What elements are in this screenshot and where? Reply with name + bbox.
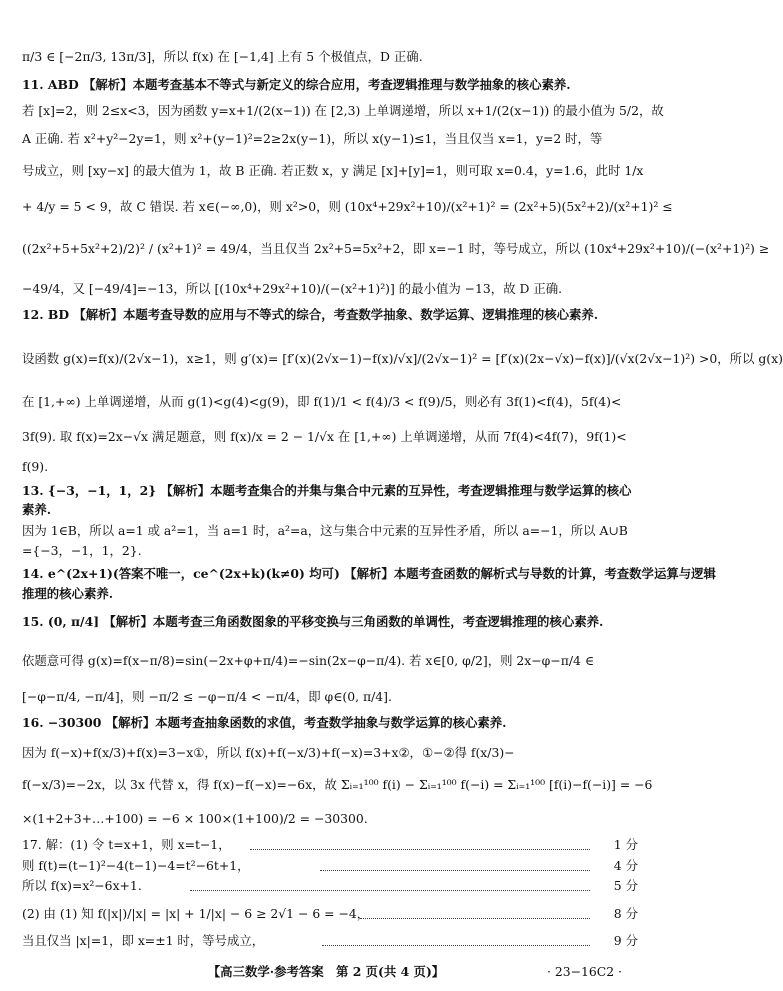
q14-header: 14. e^(2x+1)(答案不唯一，ce^(2x+k)(k≠0) 均可) 【解析】本题考查函数的解析式与导数的计算，考查数学运算与逻辑 bbox=[22, 566, 716, 581]
q17-score-3: 5 分 bbox=[613, 878, 638, 893]
footer-title: 【高三数学·参考答案 第 2 页(共 4 页)】 bbox=[207, 964, 445, 979]
q11-line-3: 号成立，则 [xy−x] 的最大值为 1，故 B 正确. 若正数 x，y 满足 [x]+[y]=1，则可取 x=0.4，y=1.6，此时 1/x bbox=[22, 163, 644, 178]
page-footer bbox=[0, 962, 652, 982]
q17-line-3: 所以 f(x)=x²−6x+1. bbox=[22, 878, 142, 893]
q17-score-4: 8 分 bbox=[613, 906, 638, 921]
q12-line-3: 3f(9). 取 f(x)=2x−√x 满足题意，则 f(x)/x = 2 − 1/√x 在 [1,+∞) 上单调递增，从而 7f(4)<4f(7)，9f(1)< bbox=[22, 429, 627, 444]
q13-header: 13. {−3，−1，1，2} 【解析】本题考查集合的并集与集合中元素的互异性，考查逻辑推理与数学运算的核心 bbox=[22, 483, 632, 498]
q16-line-2: f(−x/3)=−2x，以 3x 代替 x，得 f(x)−f(−x)=−6x，故 Σᵢ₌₁¹⁰⁰ f(i) − Σᵢ₌₁¹⁰⁰ f(−i) = Σᵢ₌₁¹⁰⁰ [f(i)−f(−i)] = −6 bbox=[22, 777, 653, 792]
q11-line-6: −49/4，又 [−49/4]=−13，所以 [(10x⁴+29x²+10)/(−(x²+1)²)] 的最小值为 −13，故 D 正确. bbox=[22, 281, 563, 296]
q13-line-1: 因为 1∈B，所以 a=1 或 a²=1，当 a=1 时，a²=a，这与集合中元素的互异性矛盾，所以 a=−1，所以 A∪B bbox=[22, 523, 628, 538]
q17-line-2: 则 f(t)=(t−1)²−4(t−1)−4=t²−6t+1， bbox=[22, 858, 250, 873]
score-leader bbox=[360, 918, 590, 919]
q16-header: 16. −30300 【解析】本题考查抽象函数的求值，考查数学抽象与数学运算的核心素养. bbox=[22, 715, 507, 730]
q17-score-5: 9 分 bbox=[613, 933, 638, 948]
q11-line-1: 若 [x]=2，则 2≤x<3，因为函数 y=x+1/(2(x−1)) 在 [2,3) 上单调递增，所以 x+1/(2(x−1)) 的最小值为 5/2，故 bbox=[22, 103, 664, 118]
q11-line-4: + 4/y = 5 < 9，故 C 错误. 若 x∈(−∞,0)，则 x²>0，则 (10x⁴+29x²+10)/(x²+1)² = (2x²+5)(5x²+2)/(x²+1)² ≤ bbox=[22, 199, 673, 214]
q13-header-cont: 素养. bbox=[22, 502, 52, 517]
q17-line-4: (2) 由 (1) 知 f(|x|)/|x| = |x| + 1/|x| − 6 ≥ 2√1 − 6 = −4， bbox=[22, 906, 370, 921]
q14-header-cont: 推理的核心素养. bbox=[22, 586, 114, 601]
q12-line-2: 在 [1,+∞) 上单调递增，从而 g(1)<g(4)<g(9)，即 f(1)/1 < f(4)/3 < f(9)/5，则必有 3f(1)<f(4)，5f(4)< bbox=[22, 394, 622, 409]
score-leader bbox=[190, 890, 590, 891]
q16-line-3: ×(1+2+3+…+100) = −6 × 100×(1+100)/2 = −30300. bbox=[22, 811, 368, 826]
score-leader bbox=[322, 945, 590, 946]
q15-line-2: [−φ−π/4, −π/4]，则 −π/2 ≤ −φ−π/4 < −π/4，即 φ∈(0, π/4]. bbox=[22, 689, 392, 704]
q12-line-1: 设函数 g(x)=f(x)/(2√x−1)，x≥1，则 g′(x)= [f′(x)(2√x−1)−f(x)/√x]/(2√x−1)² = [f′(x)(2x−√x)−f(x)]/(√x(2√x−1)²) >0，所以 g(x) bbox=[22, 351, 783, 366]
q17-score-2: 4 分 bbox=[613, 858, 638, 873]
q15-header: 15. (0, π/4] 【解析】本题考查三角函数图象的平移变换与三角函数的单调性，考查逻辑推理的核心素养. bbox=[22, 614, 604, 629]
score-leader bbox=[250, 849, 590, 850]
q15-line-1: 依题意可得 g(x)=f(x−π/8)=sin(−2x+φ+π/4)=−sin(2x−φ−π/4). 若 x∈[0, φ/2]，则 2x−φ−π/4 ∈ bbox=[22, 653, 595, 668]
score-leader bbox=[320, 870, 590, 871]
q16-line-1: 因为 f(−x)+f(x/3)+f(x)=3−x①，所以 f(x)+f(−x/3)+f(−x)=3+x②，①−②得 f(x/3)− bbox=[22, 745, 515, 760]
q11-line-5: ((2x²+5+5x²+2)/2)² / (x²+1)² = 49/4，当且仅当 2x²+5=5x²+2，即 x=−1 时，等号成立，所以 (10x⁴+29x²+10)/(−(x²+1)²) ≥ bbox=[22, 241, 770, 256]
q17-line-5: 当且仅当 |x|=1，即 x=±1 时，等号成立， bbox=[22, 933, 265, 948]
q17-score-1: 1 分 bbox=[613, 837, 638, 852]
q13-line-2: ={−3，−1，1，2}. bbox=[22, 543, 142, 558]
footer-code: · 23−16C2 · bbox=[546, 964, 622, 979]
q12-line-4: f(9). bbox=[22, 459, 49, 474]
q11-header: 11. ABD 【解析】本题考查基本不等式与新定义的综合应用，考查逻辑推理与数学抽象的核心素养. bbox=[22, 77, 571, 92]
q11-line-2: A 正确. 若 x²+y²−2y=1，则 x²+(y−1)²=2≥2x(y−1)，所以 x(y−1)≤1，当且仅当 x=1，y=2 时，等 bbox=[22, 131, 603, 146]
line-10-tail: π/3 ∈ [−2π/3, 13π/3]，所以 f(x) 在 [−1,4] 上有 5 个极值点，D 正确. bbox=[22, 49, 423, 64]
q12-header: 12. BD 【解析】本题考查导数的应用与不等式的综合，考查数学抽象、数学运算、逻辑推理的核心素养. bbox=[22, 307, 599, 322]
q17-line-1: 17. 解：(1) 令 t=x+1，则 x=t−1， bbox=[22, 837, 231, 852]
